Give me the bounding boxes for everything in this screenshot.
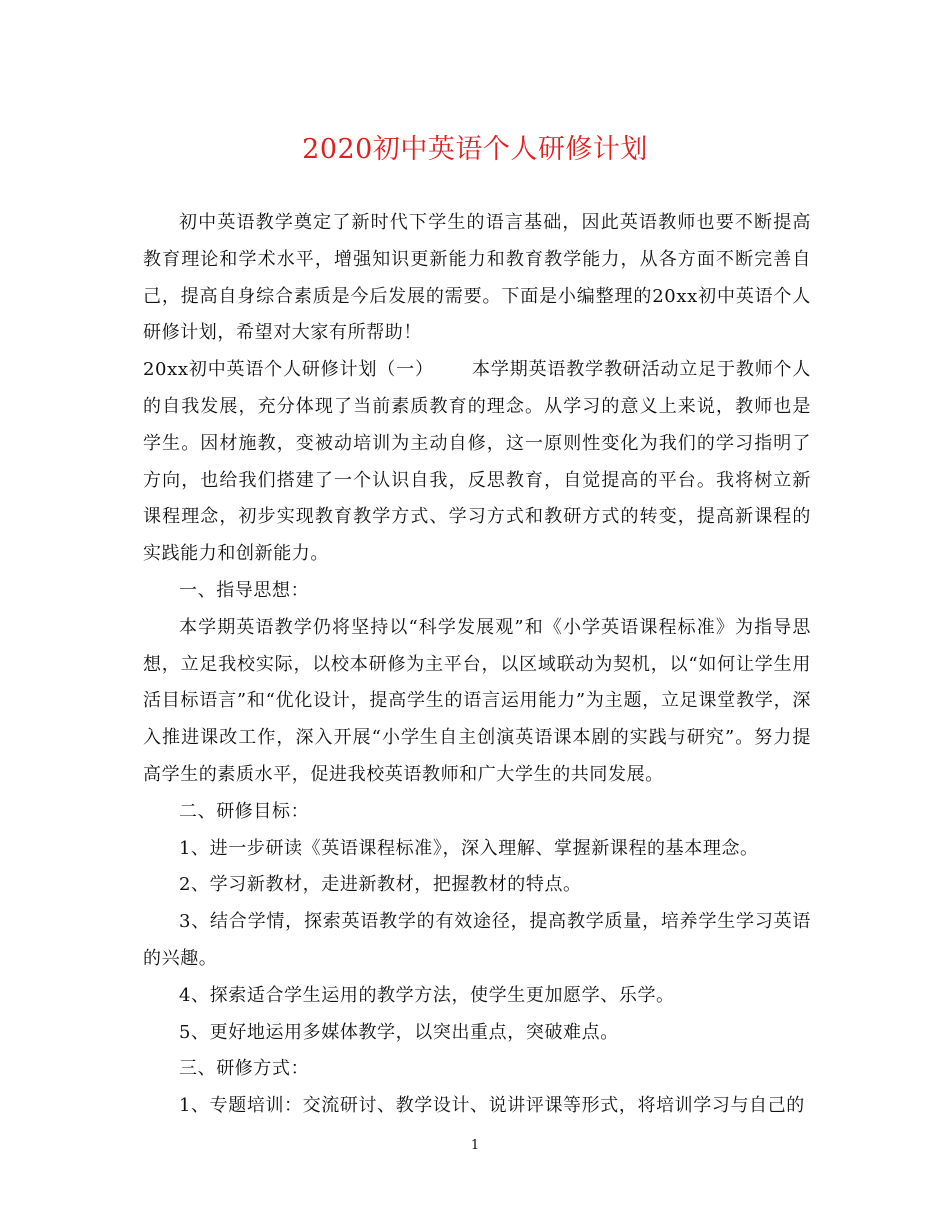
plan-one-heading: 20xx初中英语个人研修计划（一） xyxy=(143,359,434,381)
guiding-paragraph: 本学期英语教学仍将坚持以“科学发展观”和《小学英语课程标准》为指导思想，立足我校实际，以校本研修为主平台，以区域联动为契机，以“如何让学生用活目标语言”和“优化设计，提高学生的语言运用能力”为主题，立足课堂教学，深入推进课改工作，深入开展“小学生自主创演英语课本剧的实践与研究”。努力提高学生的素质水平，促进我校英语教师和广大学生的共同发展。 xyxy=(143,616,811,785)
plan-one-intro: 本学期英语教学教研活动立足于教师个人的自我发展，充分体现了当前素质教育的理念。从学习的意义上来说，教师也是学生。因材施教，变被动培训为主动自修，这一原则性变化为我们的学习指明了方向，也给我们搭建了一个认识自我，反思教育，自觉提高的平台。我将树立新课程理念，初步实现教育教学方式、学习方式和教研方式的转变，提高新课程的实践能力和创新能力。 xyxy=(143,359,811,565)
section-heading-methods: 三、研修方式： xyxy=(179,1058,310,1080)
goal-item: 2、学习新教材，走进新教材，把握教材的特点。 xyxy=(179,874,582,896)
method-item: 1、专题培训：交流研讨、教学设计、说讲评课等形式，将培训学习与自己的 xyxy=(179,1095,805,1117)
goal-item: 4、探索适合学生运用的教学方法，使学生更加愿学、乐学。 xyxy=(179,984,675,1006)
section-heading-goals: 二、研修目标： xyxy=(179,800,310,822)
document-body xyxy=(143,205,811,1125)
page-number: 1 xyxy=(470,1138,480,1153)
intro-paragraph: 初中英语教学奠定了新时代下学生的语言基础，因此英语教师也要不断提高教育理论和学术水平，增强知识更新能力和教育教学能力，从各方面不断完善自己，提高自身综合素质是今后发展的需要。下面是小编整理的20xx初中英语个人研修计划，希望对大家有所帮助！ xyxy=(143,212,811,344)
goal-item: 1、进一步研读《英语课程标准》，深入理解、掌握新课程的基本理念。 xyxy=(179,837,759,859)
section-heading-guiding: 一、指导思想： xyxy=(179,579,310,601)
goal-item: 3、结合学情，探索英语教学的有效途径，提高教学质量，培养学生学习英语的兴趣。 xyxy=(143,911,811,969)
goal-item: 5、更好地运用多媒体教学，以突出重点，突破难点。 xyxy=(179,1021,619,1043)
document-title: 2020初中英语个人研修计划 xyxy=(302,134,648,165)
plan-one-paragraph xyxy=(143,352,811,573)
